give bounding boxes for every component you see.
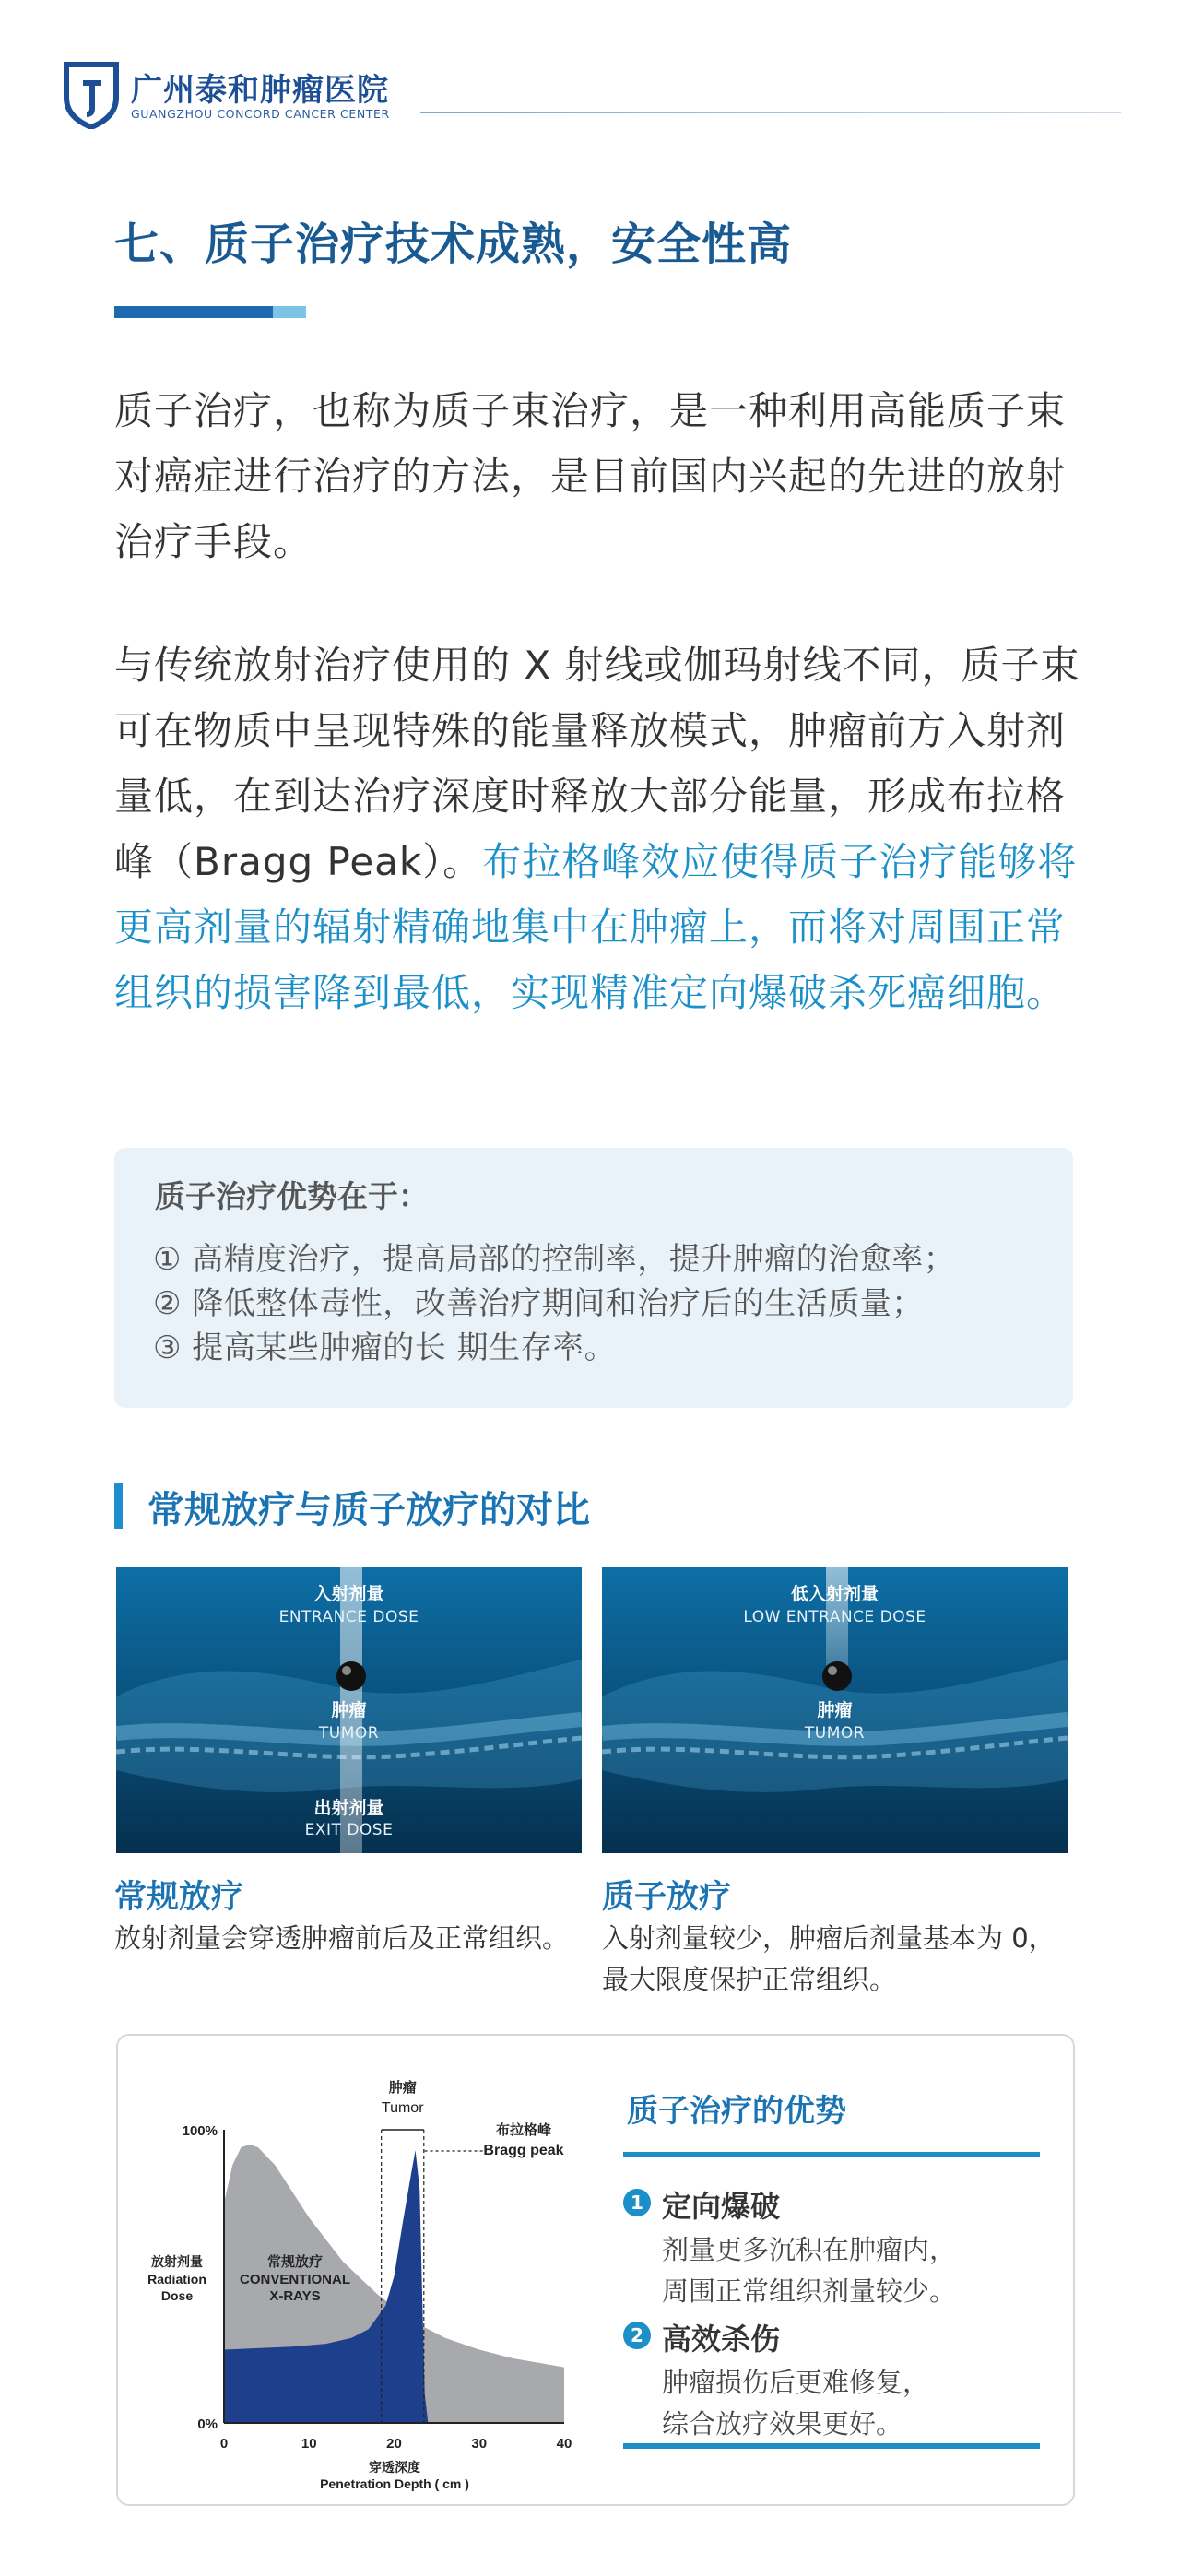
exit-dose-label-en: EXIT DOSE: [304, 1821, 394, 1839]
conventional-xray-image: [116, 1567, 582, 1853]
title-underline-dark: [114, 306, 273, 318]
section-title: 七、质子治疗技术成熟，安全性高: [114, 219, 793, 270]
entrance-dose-label-en: ENTRANCE DOSE: [278, 1608, 419, 1626]
benefit-desc: [662, 2362, 929, 2445]
bragg-peak-label-cn: 布拉格峰: [495, 2122, 552, 2138]
chart-tumor-label-en: Tumor: [381, 2100, 424, 2116]
proton-therapy-image: [602, 1567, 1068, 1853]
y-axis-label-cn: 放射剂量: [151, 2254, 203, 2269]
comparison-title-marker: [114, 1483, 123, 1529]
low-entrance-dose-label-cn: 低入射剂量: [790, 1584, 879, 1604]
series-conventional-label-cn: 常规放疗: [266, 2254, 324, 2270]
bragg-peak-label-en: Bragg peak: [483, 2143, 564, 2158]
proton-caption-text: 入射剂量较少，肿瘤后剂量基本为 0，最大限度保护正常组织。: [602, 1922, 1056, 1995]
benefit-desc-line: 综合放疗效果更好。: [662, 2408, 903, 2440]
y-axis-label-en2: Dose: [160, 2288, 194, 2303]
conventional-caption-title: 常规放疗: [114, 1879, 244, 1916]
tumor-label-en: TUMOR: [804, 1724, 866, 1743]
x-tick-label: 0: [219, 2436, 229, 2452]
benefits-rule-bottom: [623, 2443, 1040, 2449]
x-tick-label: 20: [386, 2436, 402, 2452]
benefit-number-badge: 2: [623, 2322, 651, 2349]
header-divider: [420, 112, 1121, 113]
benefit-desc: [662, 2229, 956, 2312]
intro-paragraph: 质子治疗，也称为质子束治疗，是一种利用高能质子束对癌症进行治疗的方法，是目前国内兴起的先进的放射治疗手段。: [114, 388, 1067, 564]
hospital-name-en: GUANGZHOU CONCORD CANCER CENTER: [131, 107, 390, 121]
series-conventional-label-en1: CONVENTIONAL: [240, 2272, 350, 2287]
x-tick-label: 30: [471, 2436, 488, 2452]
advantage-item: ③ 提高某些肿瘤的长 期生存率。: [153, 1329, 617, 1366]
y-axis-label-en1: Radiation: [148, 2272, 206, 2286]
advantages-title: 质子治疗优势在于：: [155, 1178, 429, 1214]
tumor-label-cn: 肿瘤: [331, 1700, 367, 1720]
advantage-item: ② 降低整体毒性，改善治疗期间和治疗后的生活质量；: [153, 1285, 924, 1322]
low-entrance-dose-label-en: LOW ENTRANCE DOSE: [743, 1608, 926, 1626]
benefits-title: 质子治疗的优势: [627, 2093, 846, 2130]
advantage-item: ① 高精度治疗，提高局部的控制率，提升肿瘤的治愈率；: [153, 1241, 956, 1278]
benefit-number-badge: 1: [623, 2189, 651, 2216]
title-underline-light: [273, 306, 306, 318]
series-conventional-label-en2: X-RAYS: [269, 2288, 321, 2304]
conventional-caption-text: 放射剂量会穿透肿瘤前后及正常组织。: [114, 1922, 570, 1954]
benefit-desc-line: 剂量更多沉积在肿瘤内，: [662, 2234, 957, 2265]
tumor-label-en: TUMOR: [318, 1724, 380, 1743]
benefit-desc-line: 周围正常组织剂量较少。: [662, 2275, 957, 2307]
benefit-title: 高效杀伤: [662, 2322, 781, 2357]
bragg-peak-chart-svg: [129, 2051, 581, 2494]
bragg-paragraph: [114, 632, 1092, 1025]
benefit-desc-line: 肿瘤损伤后更难修复，: [662, 2367, 930, 2398]
y-tick-0: 0%: [197, 2416, 218, 2432]
y-tick-100: 100%: [182, 2123, 218, 2139]
x-tick-label: 40: [556, 2436, 572, 2452]
comparison-title: 常规放疗与质子放疗的对比: [148, 1489, 590, 1531]
benefit-title: 定向爆破: [662, 2189, 781, 2224]
chart-tumor-label-cn: 肿瘤: [388, 2080, 417, 2096]
bragg-paragraph-highlight: 布拉格峰效应使得质子治疗能够将更高剂量的辐射精确地集中在肿瘤上，而将对周围正常组织的损害降到最低，实现精准定向爆破杀死癌细胞。: [114, 839, 1078, 1015]
bragg-paragraph-normal: 与传统放射治疗使用的 X 射线或伽玛射线不同，质子束可在物质中呈现特殊的能量释放模式，肿瘤前方入射剂量低，在到达治疗深度时释放大部分能量，形成布拉格峰（Bragg Peak）。: [114, 643, 1080, 884]
hospital-name-cn: 广州泰和肿瘤医院: [131, 72, 389, 109]
entrance-dose-label-cn: 入射剂量: [313, 1584, 384, 1604]
proton-caption-title: 质子放疗: [602, 1879, 732, 1916]
x-tick-label: 10: [301, 2436, 317, 2452]
hospital-logo-icon: [63, 61, 120, 129]
x-axis-label-cn: 穿透深度: [369, 2460, 420, 2475]
tumor-label-cn: 肿瘤: [817, 1700, 853, 1720]
benefits-rule-top: [623, 2152, 1040, 2157]
bragg-peak-chart: [129, 2051, 581, 2494]
exit-dose-label-cn: 出射剂量: [313, 1798, 384, 1818]
x-axis-label-en: Penetration Depth ( cm ): [320, 2476, 469, 2491]
